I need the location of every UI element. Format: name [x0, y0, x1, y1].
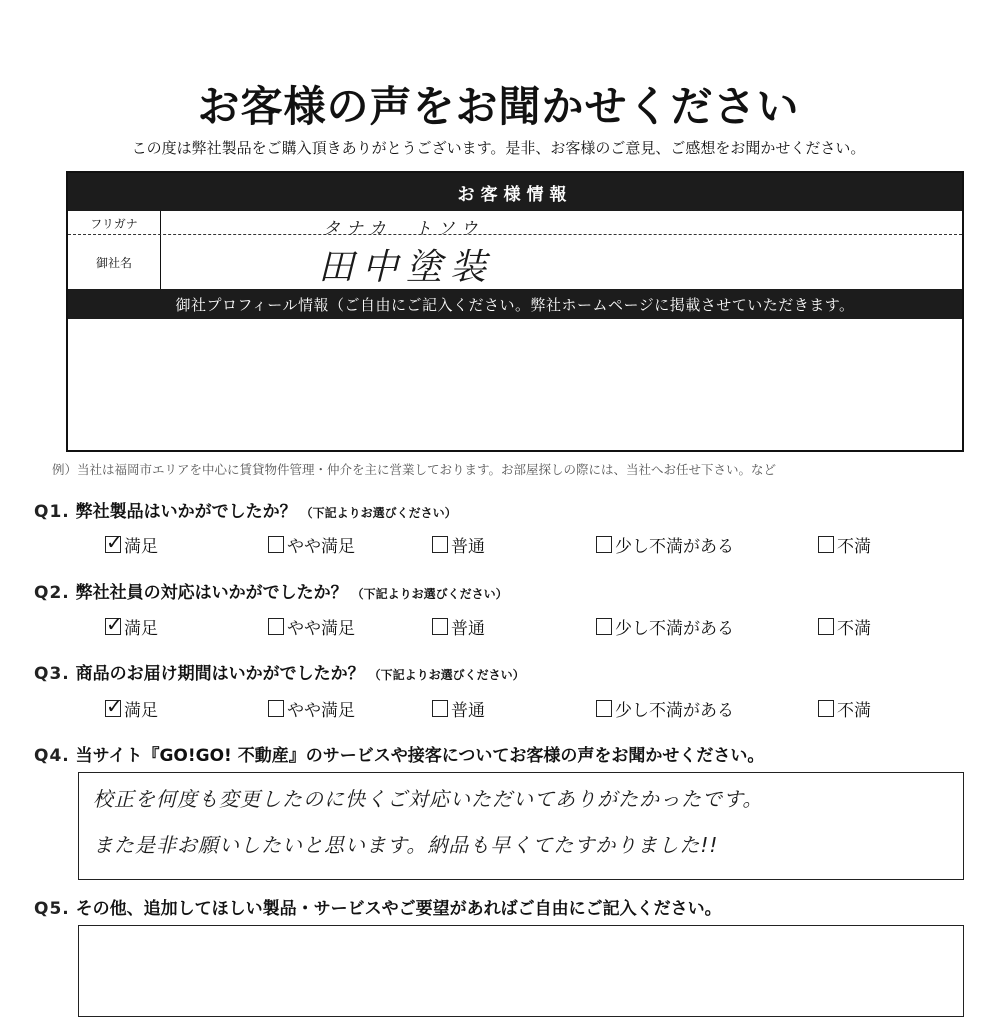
- question-1-note: （下記よりお選びください）: [300, 506, 457, 520]
- question-4-title: [34, 741, 764, 766]
- question-5-text: その他、追加してほしい製品・サービスやご要望があればご自由にご記入ください。: [75, 899, 722, 919]
- checkbox-icon[interactable]: [268, 700, 284, 717]
- option-label: 不満: [837, 619, 871, 639]
- question-2-title: [34, 578, 508, 603]
- profile-header: 御社プロフィール情報（ご自由にご記入ください。弊社ホームページに掲載させていただきます。: [68, 289, 962, 319]
- question-1-title: [34, 497, 457, 522]
- option-label: 普通: [451, 701, 485, 721]
- q3-option-somewhat-satisfied[interactable]: [268, 696, 355, 721]
- option-label: 普通: [451, 537, 485, 557]
- question-1-number: Q1.: [34, 502, 70, 522]
- question-5-title: [34, 894, 722, 919]
- q1-option-dissatisfied[interactable]: [818, 532, 871, 557]
- checkbox-icon[interactable]: [596, 618, 612, 635]
- q2-option-neutral[interactable]: [432, 614, 485, 639]
- option-label: やや満足: [287, 619, 355, 639]
- q3-option-satisfied[interactable]: [105, 696, 158, 721]
- checkbox-icon[interactable]: [432, 536, 448, 553]
- question-2-text: 弊社社員の対応はいかがでしたか？: [75, 583, 348, 603]
- checkbox-icon[interactable]: [818, 536, 834, 553]
- q1-option-somewhat-satisfied[interactable]: [268, 532, 355, 557]
- q2-option-somewhat-satisfied[interactable]: [268, 614, 355, 639]
- answer-line-2: また是非お願いしたいと思います。納品も早くてたすかりました!!: [93, 833, 719, 857]
- question-4-number: Q4.: [34, 746, 70, 766]
- q3-option-neutral[interactable]: [432, 696, 485, 721]
- checkbox-icon[interactable]: [596, 536, 612, 553]
- company-name-label: 御社名: [95, 255, 132, 270]
- option-label: やや満足: [287, 701, 355, 721]
- page-subtitle: この度は弊社製品をご購入頂きありがとうございます。是非、お客様のご意見、ご感想をお聞かせください。: [131, 139, 866, 157]
- q1-option-slightly-dissatisfied[interactable]: [596, 532, 734, 557]
- profile-field[interactable]: [68, 319, 962, 450]
- checkbox-icon[interactable]: [268, 618, 284, 635]
- checkbox-icon[interactable]: [818, 618, 834, 635]
- checkbox-checked-icon[interactable]: [105, 700, 121, 717]
- option-label: 不満: [837, 537, 871, 557]
- option-label: 不満: [837, 701, 871, 721]
- furigana-label: フリガナ: [90, 216, 138, 231]
- customer-info-frame: [66, 171, 964, 452]
- answer-line-1: 校正を何度も変更したのに快くご対応いただいてありがたかったです。: [93, 787, 764, 811]
- option-label: やや満足: [287, 537, 355, 557]
- question-3-number: Q3.: [34, 664, 70, 684]
- question-4-text: 当サイト『GO!GO! 不動産』のサービスや接客についてお客様の声をお聞かせください。: [75, 746, 765, 766]
- question-2-note: （下記よりお選びください）: [351, 587, 508, 601]
- question-3-note: （下記よりお選びください）: [368, 668, 525, 682]
- furigana-field[interactable]: タナカ トソウ: [323, 219, 484, 239]
- option-label: 満足: [124, 537, 158, 557]
- option-label: 少し不満がある: [615, 537, 734, 557]
- q1-option-neutral[interactable]: [432, 532, 485, 557]
- question-1-text: 弊社製品はいかがでしたか？: [75, 502, 297, 522]
- checkbox-icon[interactable]: [432, 618, 448, 635]
- question-2-number: Q2.: [34, 583, 70, 603]
- q2-option-satisfied[interactable]: [105, 614, 158, 639]
- page-title: お客様の声をお聞かせください: [197, 82, 800, 131]
- option-label: 満足: [124, 701, 158, 721]
- profile-example: 例）当社は福岡市エリアを中心に賃貸物件管理・仲介を主に営業しております。お部屋探しの際には、当社へお任せ下さい。など: [52, 462, 777, 477]
- question-5-number: Q5.: [34, 899, 70, 919]
- checkbox-checked-icon[interactable]: [105, 618, 121, 635]
- option-label: 普通: [451, 619, 485, 639]
- checkbox-icon[interactable]: [818, 700, 834, 717]
- checkbox-icon[interactable]: [596, 700, 612, 717]
- q2-option-dissatisfied[interactable]: [818, 614, 871, 639]
- option-label: 満足: [124, 619, 158, 639]
- q3-option-dissatisfied[interactable]: [818, 696, 871, 721]
- question-3-title: [34, 659, 525, 684]
- label-divider: [160, 211, 161, 289]
- company-name-field[interactable]: 田中塗装: [318, 247, 495, 288]
- q2-option-slightly-dissatisfied[interactable]: [596, 614, 734, 639]
- option-label: 少し不満がある: [615, 701, 734, 721]
- q3-option-slightly-dissatisfied[interactable]: [596, 696, 734, 721]
- question-3-text: 商品のお届け期間はいかがでしたか？: [75, 664, 365, 684]
- customer-info-header: お客様情報: [68, 173, 962, 211]
- question-5-answer-box[interactable]: [78, 925, 964, 1017]
- option-label: 少し不満がある: [615, 619, 734, 639]
- q1-option-satisfied[interactable]: [105, 532, 158, 557]
- question-4-answer-box[interactable]: [78, 772, 964, 880]
- furigana-divider: [68, 234, 962, 235]
- checkbox-icon[interactable]: [432, 700, 448, 717]
- checkbox-icon[interactable]: [268, 536, 284, 553]
- checkbox-checked-icon[interactable]: [105, 536, 121, 553]
